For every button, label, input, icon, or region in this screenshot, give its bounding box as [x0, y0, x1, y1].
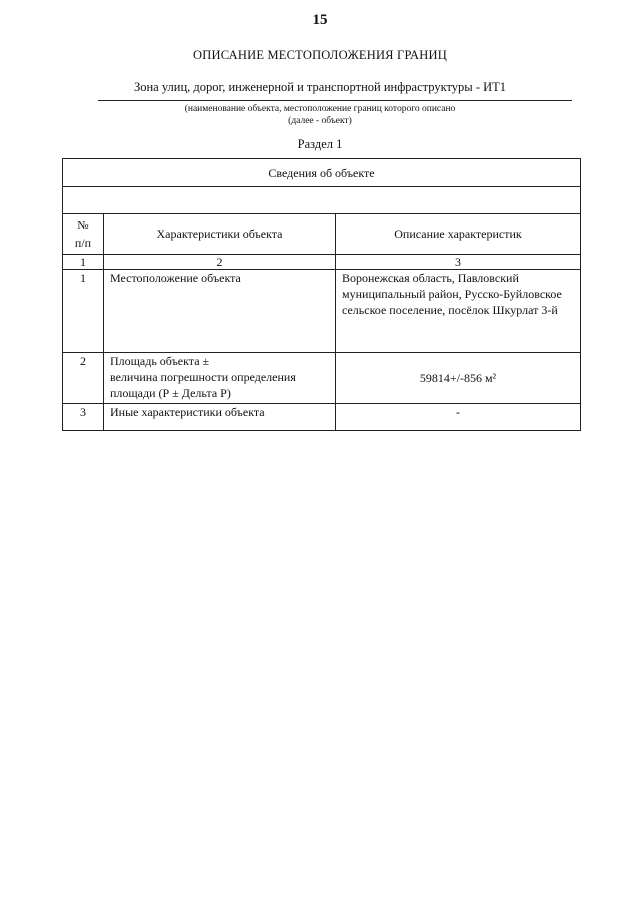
row-characteristic: Площадь объекта ± величина погрешности определения площади (Р ± Дельта Р)	[104, 353, 336, 404]
object-caption-line-1: (наименование объекта, местоположение границ которого описано	[184, 104, 456, 114]
row-description: -	[336, 404, 581, 431]
table-caption-row	[63, 159, 581, 187]
table-empty-cell	[63, 187, 581, 214]
header-number: № п/п	[63, 214, 104, 255]
table-empty-row	[63, 187, 581, 214]
object-caption	[0, 103, 640, 127]
column-number-2: 2	[104, 255, 336, 270]
row-number: 1	[63, 270, 104, 353]
table-row	[63, 404, 581, 431]
header-characteristics: Характеристики объекта	[104, 214, 336, 255]
object-info-table	[62, 158, 581, 431]
document-title: ОПИСАНИЕ МЕСТОПОЛОЖЕНИЯ ГРАНИЦ	[193, 48, 447, 62]
row-characteristic: Местоположение объекта	[104, 270, 336, 353]
table-header-row	[63, 214, 581, 255]
header-description: Описание характеристик	[336, 214, 581, 255]
column-number-row	[63, 255, 581, 270]
column-number-1: 1	[63, 255, 104, 270]
row-number: 3	[63, 404, 104, 431]
table-row	[63, 353, 581, 404]
object-name-underline	[98, 100, 572, 101]
row-number: 2	[63, 353, 104, 404]
object-name: Зона улиц, дорог, инженерной и транспортной инфраструктуры - ИТ1	[133, 80, 507, 94]
column-number-3: 3	[336, 255, 581, 270]
page-number: 15	[312, 12, 328, 28]
section-label: Раздел 1	[297, 137, 343, 151]
table-caption: Сведения об объекте	[63, 159, 581, 187]
object-caption-line-2: (далее - объект)	[288, 116, 352, 126]
table-row	[63, 270, 581, 353]
row-characteristic: Иные характеристики объекта	[104, 404, 336, 431]
row-description: 59814+/-856 м²	[336, 353, 581, 404]
row-description: Воронежская область, Павловский муниципальный район, Русско-Буйловское сельское поселение, посёлок Шкурлат 3-й	[336, 270, 581, 353]
